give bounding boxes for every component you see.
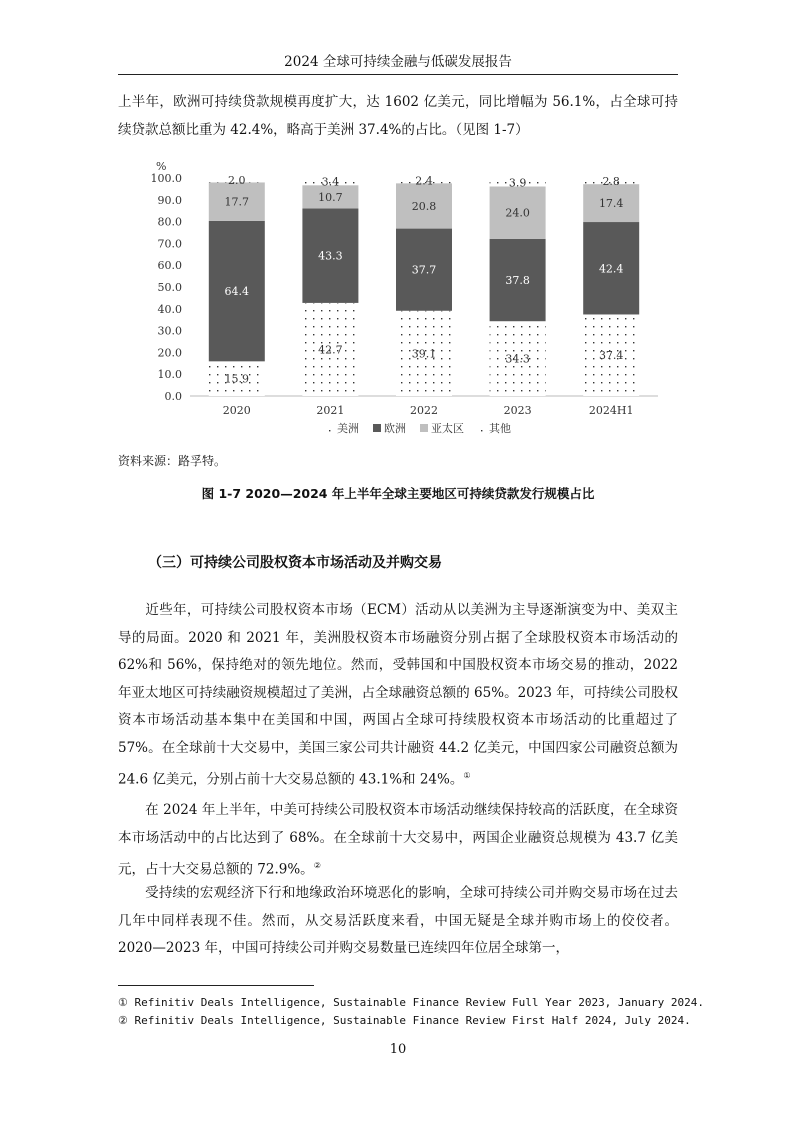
- y-tick-label: 50.0: [157, 281, 182, 294]
- legend-label: 亚太区: [431, 422, 464, 435]
- y-tick-label: 40.0: [157, 302, 182, 316]
- y-tick-label: 0.0: [164, 390, 182, 403]
- paragraph-3-text: 在 2024 年上半年，中美可持续公司股权资本市场活动继续保持较高的活跃度，在全球资本市场活动中的占比达到了 68%。在全球前十大交易中，两国企业融资总规模为 43.7 亿美元，占十大交易总额的 72.9%。: [118, 802, 678, 878]
- y-tick-label: 10.0: [157, 368, 182, 382]
- y-tick-label: 70.0: [157, 237, 182, 251]
- data-label: 15.9: [224, 372, 250, 386]
- data-label: 37.4: [598, 349, 624, 363]
- chart: [118, 155, 678, 455]
- chart-source: 资料来源：路孚特。: [118, 454, 227, 468]
- data-label: 64.4: [224, 285, 250, 299]
- legend-label: 其他: [489, 422, 511, 435]
- y-tick-label: 60.0: [157, 259, 182, 273]
- paragraph-4: [118, 880, 678, 963]
- data-label: 2.8: [602, 175, 620, 189]
- x-tick-label: 2020: [222, 404, 251, 417]
- section-title: （三）可持续公司股权资本市场活动及并购交易: [148, 555, 442, 571]
- paragraph-2: [118, 597, 678, 794]
- data-label: 42.7: [318, 343, 343, 357]
- legend-swatch: [478, 424, 486, 432]
- y-unit-label: %: [156, 160, 167, 173]
- y-tick-label: 30.0: [157, 324, 182, 338]
- y-tick-label: 90.0: [157, 193, 182, 207]
- x-tick-label: 2023: [503, 404, 532, 417]
- y-tick-label: 80.0: [157, 215, 182, 229]
- paragraph-1: 上半年，欧洲可持续贷款规模再度扩大，达 1602 亿美元，同比增幅为 56.1%，占全球可持续贷款总额比重为 42.4%，略高于美洲 37.4%的占比。（见图 1-7）: [118, 94, 678, 138]
- figure-caption: 图 1-7 2020—2024 年上半年全球主要地区可持续贷款发行规模占比: [201, 486, 595, 501]
- legend-label: 美洲: [337, 422, 359, 435]
- data-label: 3.4: [321, 175, 340, 189]
- legend-swatch: [420, 424, 428, 432]
- data-label: 10.7: [318, 190, 343, 204]
- data-label: 42.4: [598, 262, 624, 276]
- data-label: 37.8: [505, 274, 530, 288]
- paragraph-2-text: 近些年，可持续公司股权资本市场（ECM）活动从以美洲为主导逐渐演变为中、美双主导的局面。2020 和 2021 年，美洲股权资本市场融资分别占据了全球股权资本市场活动的 62%和 56%，保持绝对的领先地位。然而，受韩国和中国股权资本市场交易的推动，2022 年亚太地区可持续融资规模超过了美洲，占全球融资总额的 65%。2023 年，可持续公司股权资本市场活动基本集中在美国和中国，两国占全球可持续股权资本市场活动的比重超过了 57%。在全球前十大交易中，美国三家公司共计融资 44.2 亿美元，中国四家公司融资总额为 24.6 亿美元，分别占前十大交易总额的 43.1%和 24%。: [118, 602, 678, 788]
- paragraph-4-text: 受持续的宏观经济下行和地缘政治环境恶化的影响，全球可持续公司并购交易市场在过去几年中同样表现不佳。然而，从交易活跃度来看，中国无疑是全球并购市场上的佼佼者。2020—2023 年，中国可持续公司并购交易数量已连续四年位居全球第一，: [118, 885, 678, 956]
- paragraph-3: [118, 797, 678, 884]
- data-label: 43.3: [318, 249, 343, 263]
- data-label: 3.9: [508, 176, 527, 190]
- page-number: 10: [389, 1042, 407, 1057]
- x-tick-label: 2024H1: [588, 404, 634, 417]
- data-label: 39.1: [411, 347, 437, 361]
- legend-label: 欧洲: [384, 422, 406, 435]
- y-tick-label: 100.0: [150, 172, 182, 185]
- data-label: 17.7: [224, 195, 250, 209]
- data-label: 37.7: [411, 263, 437, 277]
- y-tick-label: 20.0: [157, 346, 182, 360]
- chart-svg: [118, 155, 678, 455]
- data-label: 17.4: [598, 197, 624, 211]
- data-label: 2.0: [228, 174, 246, 188]
- data-label: 24.0: [505, 206, 530, 220]
- footnote-ref-2[interactable]: ②: [313, 861, 321, 870]
- footnote-1: ① Refinitiv Deals Intelligence, Sustainable Finance Review Full Year 2023, January 2024.: [118, 996, 705, 1009]
- footnote-ref-1[interactable]: ①: [463, 771, 471, 780]
- data-label: 20.8: [411, 199, 437, 213]
- x-tick-label: 2022: [410, 404, 438, 417]
- data-label: 2.4: [415, 174, 433, 188]
- legend-swatch: [373, 424, 381, 432]
- legend-swatch: [326, 424, 334, 432]
- header-rule: [118, 74, 678, 75]
- footnote-rule: [118, 985, 314, 986]
- data-label: 34.3: [505, 352, 530, 366]
- running-header: 2024 全球可持续金融与低碳发展报告: [284, 54, 512, 70]
- x-tick-label: 2021: [316, 404, 345, 417]
- footnote-2: ② Refinitiv Deals Intelligence, Sustainable Finance Review First Half 2024, July 2024.: [118, 1014, 691, 1027]
